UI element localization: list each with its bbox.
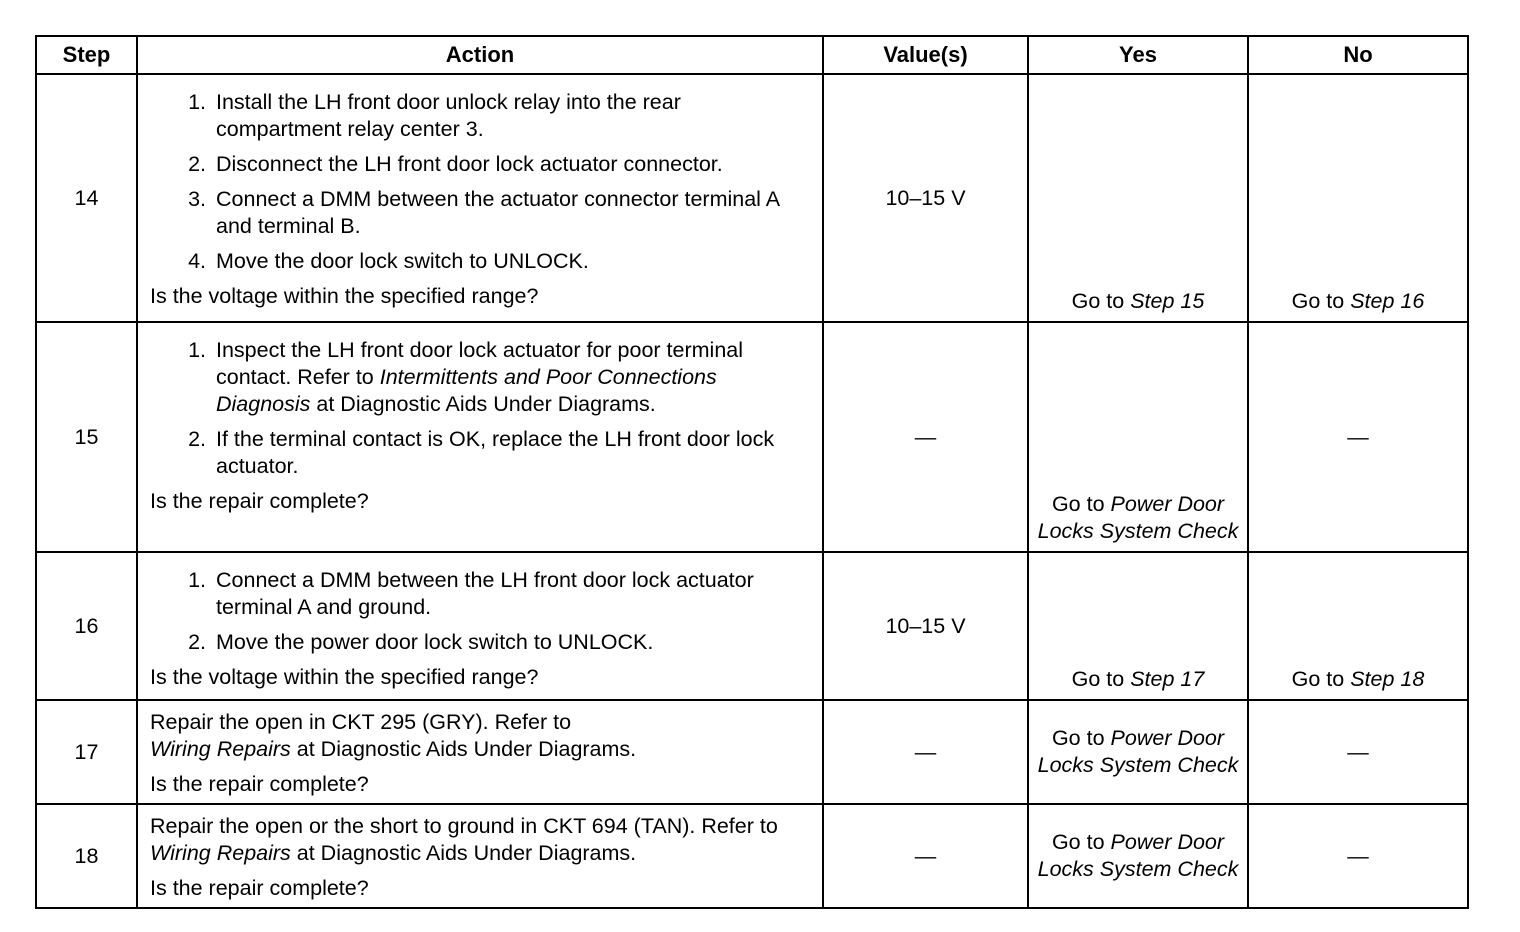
table-row (36, 74, 1468, 322)
yes-cell: Go to Power Door Locks System Check (1028, 322, 1248, 552)
action-step: 4. Move the door lock switch to UNLOCK. (188, 249, 589, 273)
action-text: Repair the open or the short to ground in CKT 694 (TAN). Refer to Wiring Repairs at Diagnostic Aids Under Diagrams. (150, 814, 778, 865)
table-row (36, 552, 1468, 700)
step-number: 15 (36, 322, 137, 552)
diagnostic-table (35, 35, 1469, 909)
action-steps (150, 337, 808, 480)
action-question: Is the voltage within the specified range? (150, 665, 539, 689)
value-cell: — (823, 804, 1028, 908)
action-question: Is the repair complete? (150, 489, 369, 513)
step-link[interactable]: Step 15 (1130, 289, 1205, 313)
value-cell: — (823, 322, 1028, 552)
step-number: 17 (36, 700, 137, 804)
table-row (36, 322, 1468, 552)
reference-link[interactable]: Wiring Repairs (150, 841, 291, 865)
step-link[interactable]: Step 18 (1350, 667, 1425, 691)
action-step: 3. Connect a DMM between the actuator connector terminal A and terminal B. (188, 187, 779, 238)
action-step: 2. Disconnect the LH front door lock actuator connector. (188, 152, 723, 176)
reference-link[interactable]: Intermittents and Poor Connections Diagnosis (216, 365, 717, 416)
value-cell: — (823, 700, 1028, 804)
action-steps (150, 89, 808, 275)
table-row (36, 700, 1468, 804)
no-cell: Go to Step 16 (1248, 74, 1468, 322)
value-cell: 10–15 V (823, 552, 1028, 700)
header-yes: Yes (1028, 36, 1248, 74)
yes-cell: Go to Step 17 (1028, 552, 1248, 700)
table-row (36, 804, 1468, 908)
no-cell: Go to Step 18 (1248, 552, 1468, 700)
reference-link[interactable]: Wiring Repairs (150, 737, 291, 761)
action-question: Is the voltage within the specified range? (150, 284, 539, 308)
no-cell: — (1248, 804, 1468, 908)
action-step: 2. If the terminal contact is OK, replace the LH front door lock actuator. (188, 427, 775, 478)
header-step: Step (36, 36, 137, 74)
header-values: Value(s) (823, 36, 1028, 74)
yes-cell: Go to Power Door Locks System Check (1028, 804, 1248, 908)
action-cell (137, 552, 823, 700)
system-check-link[interactable]: Power Door Locks System Check (1037, 830, 1239, 881)
value-cell: 10–15 V (823, 74, 1028, 322)
step-link[interactable]: Step 17 (1130, 667, 1205, 691)
action-text: Repair the open in CKT 295 (GRY). Refer to Wiring Repairs at Diagnostic Aids Under Diagrams. (150, 710, 637, 761)
step-number: 18 (36, 804, 137, 908)
no-cell: — (1248, 322, 1468, 552)
system-check-link[interactable]: Power Door Locks System Check (1037, 726, 1239, 777)
yes-cell: Go to Power Door Locks System Check (1028, 700, 1248, 804)
action-question: Is the repair complete? (150, 772, 369, 796)
header-no: No (1248, 36, 1468, 74)
action-step: 1. Connect a DMM between the LH front door lock actuator terminal A and ground. (188, 568, 754, 619)
header-action: Action (137, 36, 823, 74)
action-cell (137, 700, 823, 804)
no-cell: — (1248, 700, 1468, 804)
action-question: Is the repair complete? (150, 876, 369, 900)
header-row (36, 36, 1468, 74)
action-steps (150, 567, 808, 656)
action-cell (137, 804, 823, 908)
action-cell (137, 74, 823, 322)
yes-cell: Go to Step 15 (1028, 74, 1248, 322)
system-check-link[interactable]: Power Door Locks System Check (1037, 492, 1239, 543)
step-number: 16 (36, 552, 137, 700)
action-step: 1. Install the LH front door unlock relay into the rear compartment relay center 3. (188, 90, 681, 141)
action-step: 2. Move the power door lock switch to UNLOCK. (188, 630, 654, 654)
step-number: 14 (36, 74, 137, 322)
action-step: 1. Inspect the LH front door lock actuator for poor terminal contact. Refer to Intermittents and Poor Connections Diagnosis at Diagnostic Aids Under Diagrams. (188, 338, 744, 416)
action-cell (137, 322, 823, 552)
step-link[interactable]: Step 16 (1350, 289, 1425, 313)
